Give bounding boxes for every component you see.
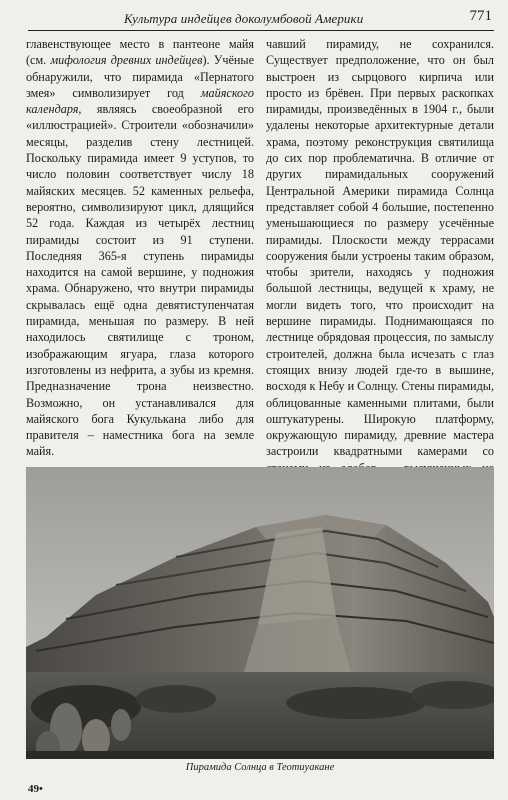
- pyramid-of-the-sun-image: [26, 467, 494, 759]
- paragraph-kukulkan: [26, 36, 254, 460]
- paragraph-text: главенствующее место в пантеоне майя (см.: [26, 37, 254, 68]
- paragraph-text: , являясь своеобразной его «иллюстрацией». Строители «обозначили» месяцы, разделив стену лестницей. Поскольку пирамида имеет 9 уступов, то число половин соответствует числу 18 майяских месяцев. 52 каменных рельефа, вероятно, символизируют цикл, длящийся 52 года. Каждая из четырёх лестниц пирамиды состоит из 91 ступени. Последняя 365-я ступень пирамиды находится на самой вершине, у подножия храма. Обнаружено, что внутри пирамиды скрывалась ещё одна девятиступенчатая пирамида, меньшая по размеру. В ней находилось святилище с троном, изображающим ягуара, глаза которого изготовлены из нефрита, а зубы из кремня. Предназначение трона неизвестно. Возможно, он устанавливался для майяского бога Кукулькана либо для правителя – наместника бога на земле майя.: [26, 102, 254, 459]
- pyramid-photo: [26, 467, 494, 759]
- signature-mark: 49•: [28, 783, 43, 795]
- paragraph-text: ). Учёные обнаружили, что пирамида «Пернатого змея» символизирует год: [26, 53, 254, 100]
- right-column: [266, 36, 494, 541]
- page-number: 771: [469, 8, 492, 24]
- running-header: [28, 8, 494, 31]
- header-title: Культура индейцев доколумбовой Америки: [124, 11, 364, 26]
- paragraph-continuation: чавший пирамиду, не сохранился. Существует предположение, что он был выстроен из сырцового кирпича или просто из брёвен. При первых раскопках пирамиды, произведённых в 1904 г., были удалены некоторые архитектурные детали храма, поэтому реконструкция святилища до сих пор проблематична. В отличие от других пирамидальных сооружений Центральной Америки пирамида Солнца представляет собой 4 большие, постепенно уменьшающиеся по размеру усечённые пирамиды. Плоскости между террасами сооружения были устроены таким образом, чтобы зрители, находясь у подножия большой лестницы, ведущей к храму, не могли видеть того, что происходит на вершине пирамиды. Поднимающаяся по лестнице обрядовая процессия, по замыслу строителей, должна была исчезать с глаз стоящих внизу людей где-то в вышине, восходя к Небу и Солнцу. Стены пирамиды, облицованные каменными плитами, были оштукатурены. Широкую платформу, окружающую пирамиду, древние мастера застроили квадратными камерами со: [266, 37, 495, 459]
- cross-reference: майяского календаря: [26, 85, 254, 117]
- cross-reference: мифология древних индейцев: [50, 53, 203, 68]
- figure-caption: Пирамида Солнца в Теотиуакане: [185, 762, 335, 773]
